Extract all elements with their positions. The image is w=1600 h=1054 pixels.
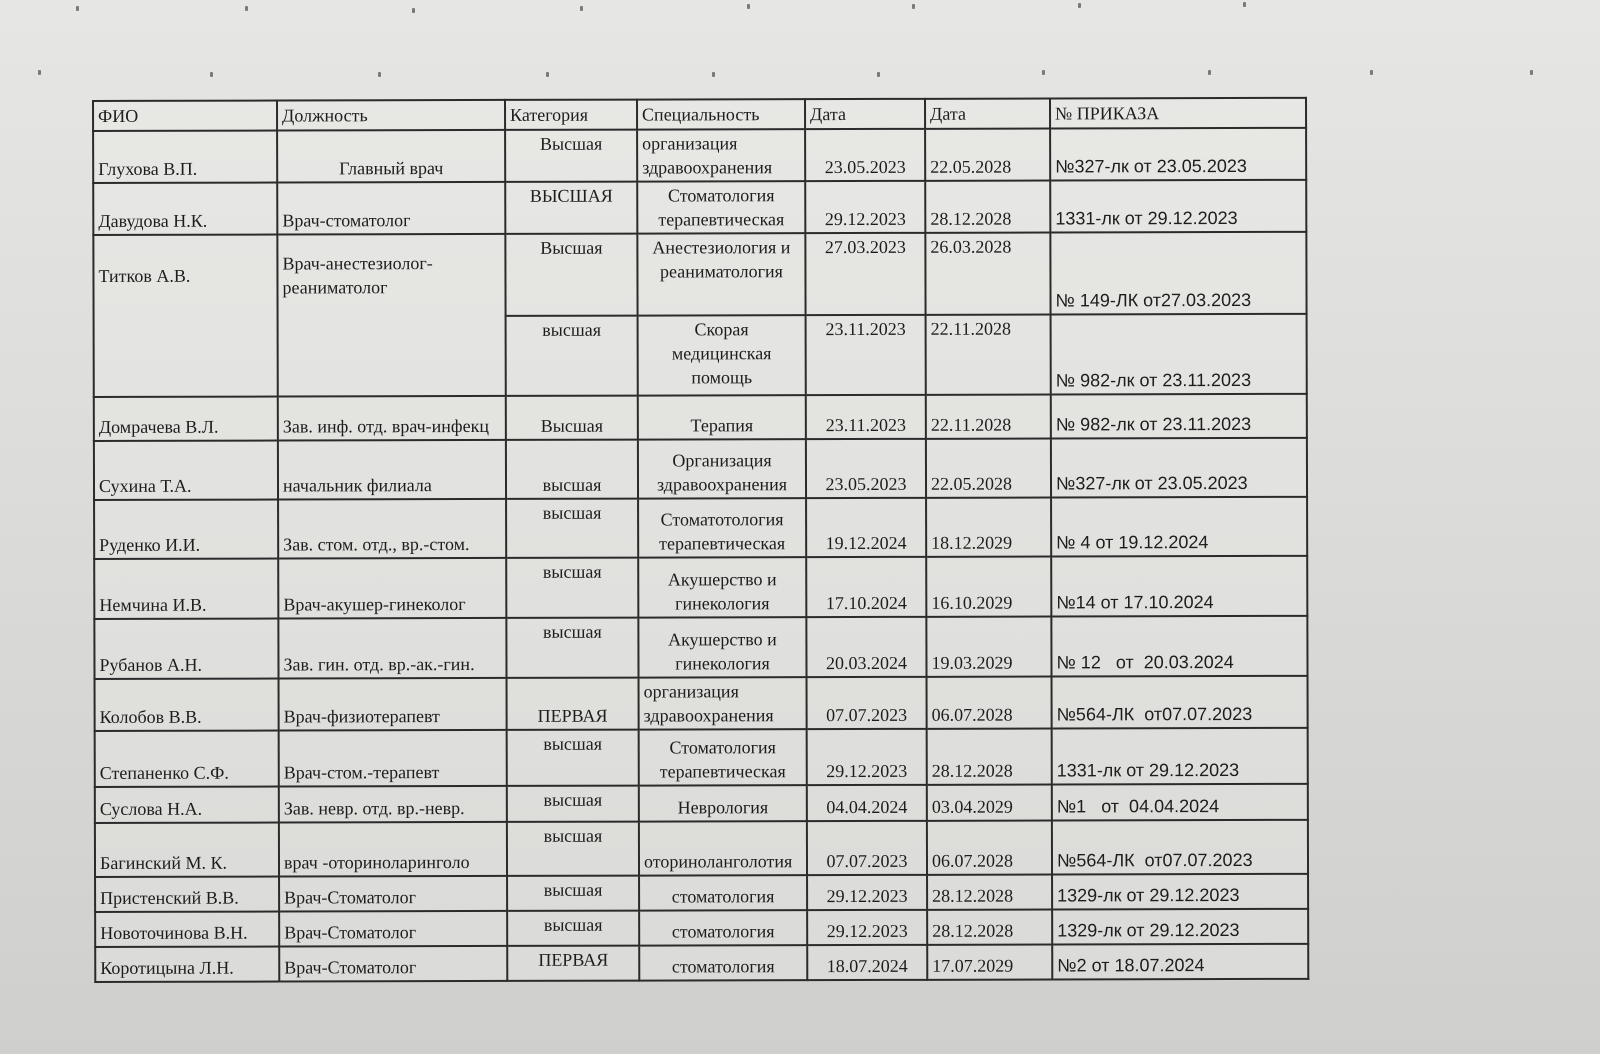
cell-position: Врач-стоматолог <box>277 182 505 235</box>
paper-speck <box>712 72 715 77</box>
cell-position: Зав. инф. отд. врач-инфекц <box>278 396 506 441</box>
cell-specialty: Акушерство и гинекология <box>638 557 806 617</box>
cell-date-from: 27.03.2023 <box>805 233 925 315</box>
cell-date-from: 17.10.2024 <box>806 557 926 617</box>
cell-category: высшая <box>506 316 638 396</box>
cell-date-to: 16.10.2029 <box>926 556 1051 616</box>
cell-fio: Новоточинова В.Н. <box>95 912 279 947</box>
table-row <box>94 438 1307 500</box>
cell-order: 1329-лк от 29.12.2023 <box>1052 909 1308 945</box>
cell-date-to: 26.03.2028 <box>925 232 1050 314</box>
cell-position: Главный врач <box>277 130 505 183</box>
cell-date-to: 06.07.2028 <box>927 676 1052 728</box>
cell-specialty: организация здравоохранения <box>637 129 805 181</box>
cell-order: № 982-лк от 23.11.2023 <box>1051 314 1307 395</box>
header-fio: ФИО <box>93 101 277 131</box>
cell-category: Высшая <box>506 396 638 440</box>
cell-specialty: стоматология <box>639 875 807 910</box>
table-row <box>93 128 1306 183</box>
cell-position: Зав. невр. отд. вр.-невр. <box>279 786 507 823</box>
cell-position: Врач-физиотерапевт <box>279 678 507 731</box>
cell-order: № 149-ЛК от27.03.2023 <box>1050 232 1306 315</box>
cell-fio: Суслова Н.А. <box>95 787 279 823</box>
cell-specialty: Стоматология терапевтическая <box>637 181 805 233</box>
cell-date-to: 19.03.2029 <box>926 616 1051 676</box>
cell-specialty: Организация здравоохранения <box>638 439 806 498</box>
cell-position: Врач-Стоматолог <box>279 946 507 982</box>
paper-speck <box>580 6 583 11</box>
cell-category: Высшая <box>505 234 637 316</box>
paper-speck <box>1078 3 1081 8</box>
cell-order: №2 от 18.07.2024 <box>1052 944 1308 980</box>
paper-speck <box>1370 70 1373 75</box>
table-row <box>95 909 1308 947</box>
paper-speck <box>210 72 213 77</box>
cell-position: Врач-анестезиолог-реаниматолог <box>277 234 505 397</box>
cell-date-from: 18.07.2024 <box>807 945 927 980</box>
cell-specialty: Анестезиология и реаниматология <box>637 233 805 315</box>
paper-speck <box>912 4 915 9</box>
document-sheet <box>92 97 1309 983</box>
cell-specialty: Неврология <box>639 785 807 821</box>
cell-specialty: Стоматология терапевтическая <box>639 729 807 785</box>
cell-date-from: 29.12.2023 <box>807 910 927 945</box>
paper-speck <box>76 6 79 11</box>
cell-date-from: 29.12.2023 <box>807 875 927 910</box>
cell-fio: Титков А.В. <box>93 235 277 397</box>
cell-date-from: 23.05.2023 <box>805 129 925 181</box>
table-row <box>95 728 1308 787</box>
paper-speck <box>1042 70 1045 75</box>
cell-order: № 4 от 19.12.2024 <box>1051 497 1307 557</box>
staff-category-table <box>92 97 1309 983</box>
cell-specialty: Стоматотология терапевтическая <box>638 498 806 557</box>
cell-date-to: 28.12.2028 <box>925 180 1050 232</box>
cell-fio: Коротицына Л.Н. <box>95 947 279 982</box>
cell-date-from: 04.04.2024 <box>807 785 927 821</box>
cell-category: высшая <box>507 911 639 946</box>
cell-fio: Сухина Т.А. <box>94 441 278 500</box>
cell-fio: Давудова Н.К. <box>93 183 277 235</box>
cell-date-to: 22.05.2028 <box>926 438 1051 497</box>
table-row <box>95 874 1308 912</box>
paper-speck <box>877 72 880 77</box>
cell-date-from: 07.07.2023 <box>807 677 927 729</box>
cell-date-to: 28.12.2028 <box>927 909 1052 944</box>
cell-specialty: Акушерство и гинекология <box>638 617 806 677</box>
cell-date-from: 19.12.2024 <box>806 498 926 557</box>
cell-order: 1329-лк от 29.12.2023 <box>1052 874 1308 910</box>
cell-date-to: 22.11.2028 <box>926 394 1051 438</box>
cell-category: высшая <box>506 499 638 558</box>
header-row <box>93 98 1306 131</box>
table-row <box>93 180 1306 235</box>
cell-specialty: стоматология <box>639 945 807 980</box>
cell-date-to: 28.12.2028 <box>927 874 1052 909</box>
cell-fio: Домрачева В.Л. <box>94 397 278 441</box>
cell-order: 1331-лк от 29.12.2023 <box>1052 728 1308 785</box>
cell-position: Врач-акушер-гинеколог <box>278 558 506 619</box>
cell-date-from: 07.07.2023 <box>807 821 927 875</box>
paper-speck <box>747 4 750 9</box>
cell-order: №564-ЛК от07.07.2023 <box>1052 676 1308 729</box>
table-row <box>94 497 1307 559</box>
cell-fio: Немчина И.В. <box>94 559 278 619</box>
table-row <box>95 676 1308 731</box>
cell-position: Врач-стом.-терапевт <box>279 730 507 787</box>
paper-speck <box>245 6 248 11</box>
cell-date-to: 28.12.2028 <box>927 728 1052 784</box>
header-date-to: Дата <box>925 98 1050 128</box>
paper-speck <box>1530 70 1533 75</box>
cell-date-from: 23.05.2023 <box>806 439 926 498</box>
header-specialty: Специальность <box>637 99 805 129</box>
cell-position: Зав. стом. отд., вр.-стом. <box>278 499 506 559</box>
cell-specialty: оториноланголотия <box>639 821 807 875</box>
cell-category: Высшая <box>505 130 637 182</box>
header-position: Должность <box>277 100 505 131</box>
cell-category: высшая <box>507 730 639 786</box>
table-row <box>93 232 1306 317</box>
table-row <box>95 820 1308 877</box>
cell-order: №1 от 04.04.2024 <box>1052 784 1308 821</box>
cell-category: ВЫСШАЯ <box>505 182 637 234</box>
cell-position: начальник филиала <box>278 440 506 500</box>
cell-fio: Багинский М. К. <box>95 823 279 877</box>
cell-position: Зав. гин. отд. вр.-ак.-гин. <box>278 618 506 679</box>
cell-category: высшая <box>507 786 639 822</box>
cell-fio: Руденко И.И. <box>94 500 278 559</box>
cell-category: ПЕРВАЯ <box>507 946 639 981</box>
cell-fio: Глухова В.П. <box>93 131 277 183</box>
cell-position: врач -оториноларинголо <box>279 822 507 877</box>
header-date-from: Дата <box>805 99 925 129</box>
cell-order: № 12 от 20.03.2024 <box>1051 616 1307 677</box>
paper-speck <box>412 8 415 13</box>
table-row <box>94 616 1307 679</box>
paper-speck <box>1243 2 1246 7</box>
cell-date-from: 23.11.2023 <box>806 395 926 439</box>
cell-specialty: организация здравоохранения <box>639 677 807 729</box>
cell-date-to: 22.11.2028 <box>926 314 1051 394</box>
cell-category: высшая <box>506 440 638 499</box>
cell-fio: Рубанов А.Н. <box>94 619 278 679</box>
cell-date-to: 18.12.2029 <box>926 497 1051 556</box>
cell-order: 1331-лк от 29.12.2023 <box>1050 180 1306 233</box>
paper-speck <box>378 72 381 77</box>
cell-date-from: 20.03.2024 <box>806 617 926 677</box>
table-row <box>95 944 1308 982</box>
cell-fio: Колобов В.В. <box>95 679 279 731</box>
cell-specialty: Скорая медицинская помощь <box>638 315 806 395</box>
paper-speck <box>38 70 41 75</box>
cell-specialty: стоматология <box>639 910 807 945</box>
cell-order: №327-лк от 23.05.2023 <box>1050 128 1306 181</box>
cell-fio: Степаненко С.Ф. <box>95 731 279 787</box>
cell-category: ПЕРВАЯ <box>507 678 639 730</box>
cell-order: №327-лк от 23.05.2023 <box>1051 438 1307 498</box>
cell-order: №14 от 17.10.2024 <box>1051 556 1307 617</box>
paper-speck <box>1208 70 1211 75</box>
cell-fio: Пристенский В.В. <box>95 877 279 912</box>
cell-order: № 982-лк от 23.11.2023 <box>1051 394 1307 439</box>
cell-date-to: 03.04.2029 <box>927 784 1052 820</box>
cell-order: №564-ЛК от07.07.2023 <box>1052 820 1308 875</box>
cell-category: высшая <box>506 558 638 618</box>
cell-category: высшая <box>507 822 639 876</box>
cell-date-from: 29.12.2023 <box>805 181 925 233</box>
cell-date-to: 06.07.2028 <box>927 820 1052 874</box>
cell-category: высшая <box>507 876 639 911</box>
paper-speck <box>546 72 549 77</box>
cell-date-to: 17.07.2029 <box>927 944 1052 979</box>
table-row <box>94 394 1307 441</box>
cell-position: Врач-Стоматолог <box>279 911 507 947</box>
cell-date-from: 29.12.2023 <box>807 729 927 785</box>
cell-date-to: 22.05.2028 <box>925 128 1050 180</box>
table-row <box>94 556 1307 619</box>
cell-category: высшая <box>506 618 638 678</box>
table-row <box>95 784 1308 823</box>
cell-position: Врач-Стоматолог <box>279 876 507 912</box>
header-category: Категория <box>505 100 637 130</box>
header-order: № ПРИКАЗА <box>1050 98 1306 129</box>
cell-date-from: 23.11.2023 <box>806 315 926 395</box>
cell-specialty: Терапия <box>638 395 806 439</box>
